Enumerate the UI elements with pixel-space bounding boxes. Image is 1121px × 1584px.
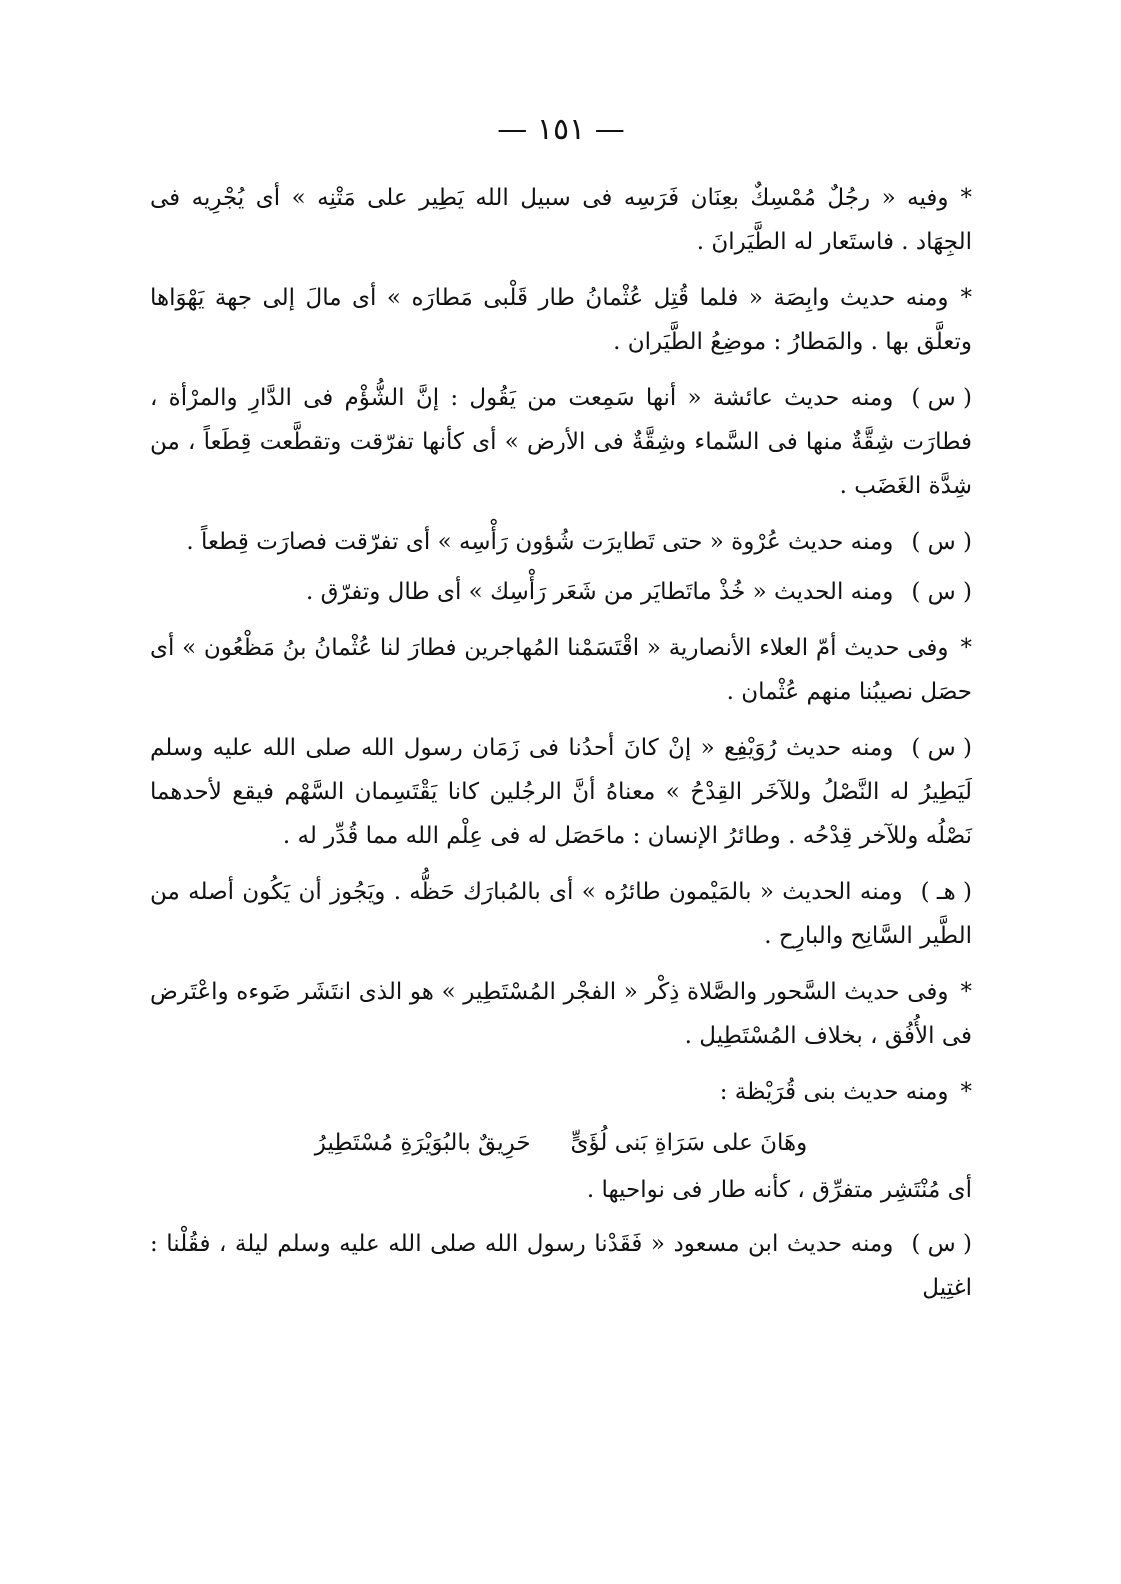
verse-first-half: وهَانَ على سَرَاةِ بَنى لُؤَىٍّ [570, 1130, 808, 1156]
entry-text: وفى حديث السَّحور والصَّلاة ذِكْر « الفجْر المُسْتَطِير » هو الذى انتَشَر ضَوءه واعْتَرض فى الأُفُق ، بخلاف المُسْتَطِيل . [150, 979, 972, 1049]
entry-text: ومنه حديث رُوَيْفِع « إنْ كانَ أحدُنا فى زَمَان رسول الله صلى الله عليه وسلم لَيَطِيرُ له النَّصْلُ وللآخَر القِدْحُ » معناهُ أنَّ الرجُلين كانا يَقْتَسِمان السَّهْم فيقع لأحدهما نَصْلُه وللآخر قِدْحُه . وطائرُ الإنسان : ماحَصَل له فى عِلْم الله مما قُدِّر له . [150, 735, 972, 849]
entry-1 [150, 176, 972, 264]
entry-9 [150, 970, 972, 1058]
entry-marker: * [960, 185, 972, 211]
entry-4 [150, 520, 972, 564]
entry-text: ومنه حديث ابن مسعود « فَقَدْنا رسول الله صلى الله عليه وسلم ليلة ، فقُلْنا : اغتِيل [150, 1231, 972, 1301]
entry-text: وفى حديث أمّ العلاء الأنصارية « اقْتَسَمْنا المُهاجرين فطارَ لنا عُثْمانُ بنُ مَظْعُون » أى حصَل نصيبُنا منهم عُثْمان . [150, 635, 972, 705]
verse-explanation: أى مُنْتَشِر متفرِّق ، كأنه طار فى نواحيها . [586, 1177, 972, 1203]
entry-6 [150, 626, 972, 714]
entry-marker: * [960, 285, 972, 311]
entry-text: ومنه الحديث « بالمَيْمون طائرُه » أى بالمُبارَك حَظُّه . ويَجُوز أن يَكُون أصله من الطَّير السَّانِح والبارِح . [150, 879, 972, 949]
entry-text: ومنه حديث وابِصَة « فلما قُتِل عُثْمانُ طار قَلْبى مَطارَه » أى مالَ إلى جهة يَهْوَاها وتعلَّق بها . والمَطارُ : موضِعُ الطَّيَران . [150, 285, 972, 355]
entry-7 [150, 726, 972, 858]
verse-second-half: حَرِيقٌ بالبُوَيْرَةِ مُسْتَطِيرُ [314, 1130, 531, 1156]
entry-3 [150, 376, 972, 508]
entry-2 [150, 276, 972, 364]
entry-marker: ( س ) [911, 579, 972, 605]
entry-marker: ( س ) [911, 385, 972, 411]
entry-marker: * [960, 1079, 972, 1105]
entry-text: ومنه الحديث « خُذْ ماتَطايَر من شَعَر رَأْسِك » أى طال وتفرّق . [306, 579, 894, 605]
entry-marker: * [960, 635, 972, 661]
document-page [150, 110, 972, 1322]
entry-last [150, 1222, 972, 1310]
entry-text: ومنه حديث عُرْوة « حتى تَطايرَت شُؤون رَأْسِه » أى تفرّقت فصارَت قِطعاً . [186, 529, 894, 555]
entry-marker: ( س ) [911, 735, 972, 761]
entry-text: ومنه حديث بنى قُرَيْظة : [719, 1079, 949, 1105]
entry-marker: ( س ) [911, 529, 972, 555]
entry-marker: ( هـ ) [920, 879, 972, 905]
entry-8 [150, 870, 972, 958]
entry-marker: ( س ) [911, 1231, 972, 1257]
page-number: — ١٥١ — [497, 112, 625, 147]
entry-text: ومنه حديث عائشة « أنها سَمِعت من يَقُول : إنَّ الشُّؤْم فى الدَّارِ والمرْأة ، فطارَت شِقَّةٌ منها فى السَّماء وشِقَّةٌ فى الأرض » أى كأنها تفرّقت وتقطَّعت قِطَعاً ، من شِدَّة الغَضَب . [150, 385, 972, 499]
entry-text: وفيه « رجُلٌ مُمْسِكٌ بعِنَان فَرَسِه فى سبيل الله يَطِير على مَتْنِه » أى يُجْرِيه فى الجِهَاد . فاستَعار له الطَّيَرانَ . [150, 185, 972, 255]
entry-marker: * [960, 979, 972, 1005]
entry-10 [150, 1070, 972, 1114]
poetry-verse [150, 1120, 972, 1166]
entry-5 [150, 570, 972, 614]
